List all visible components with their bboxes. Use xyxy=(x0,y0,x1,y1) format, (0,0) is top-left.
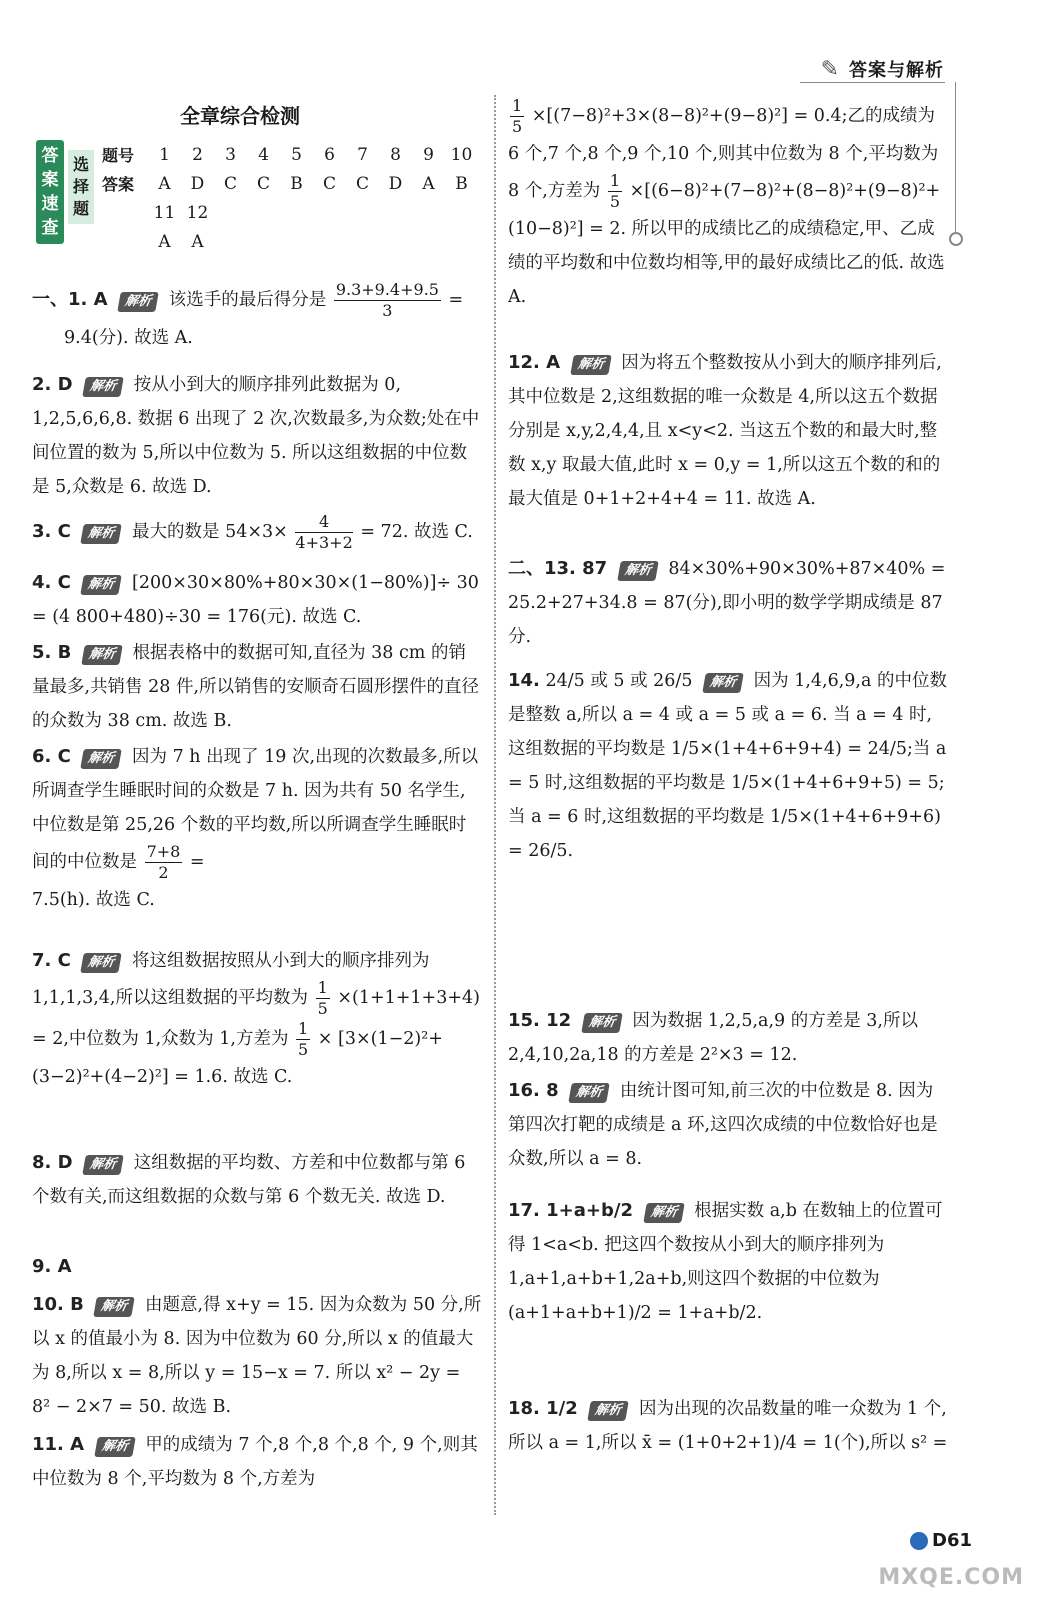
item-text-after: ×(1+1+1+3+4) = 2,中位数为 1,众数为 1,方差为 xyxy=(32,988,480,1049)
table-row-numbers xyxy=(102,140,478,169)
analysis-tag: 解析 xyxy=(81,575,123,595)
item-text: 根据实数 a,b 在数轴上的位置可得 1<a<b. 把这四个数按从小到大的顺序排列为 1,a+1,a+b+1,2a+b,则这四个数据的中位数为 (a+1+a+b+1)/2 = 1+a+b/2. xyxy=(508,1201,943,1323)
item-number: 12. A xyxy=(508,352,561,373)
item-text: 这组数据的平均数、方差和中位数都与第 6 个数有关,而这组数据的众数与第 6 个数无关. 故选 D. xyxy=(32,1153,466,1207)
item-text: 因为将五个整数按从小到大的顺序排列后,其中位数是 2,这组数据的唯一众数是 4,所以这五个数据分别是 x,y,2,4,4,且 x<y<2. 当这五个数的和最大时,整数 x,y 取最大值,此时 x = 0,y = 1,所以这五个数的和的最大值是 0+1+2+4+4 = 11. 故选 A. xyxy=(508,353,942,509)
answer-item-16 xyxy=(508,1074,948,1176)
table-row-answers-2 xyxy=(102,227,478,256)
quick-answer-table xyxy=(102,140,478,256)
item-number: 17. 1+a+b/2 xyxy=(508,1200,633,1221)
fraction: $\frac{1}{5}$ xyxy=(298,1019,309,1059)
row-label: 题号 xyxy=(102,146,135,165)
analysis-tag: 解析 xyxy=(617,561,659,581)
item-text: 因为数据 1,2,5,a,9 的方差是 3,所以 2,4,10,2a,18 的方差是 2²×3 = 12. xyxy=(508,1011,918,1065)
table-cell: B xyxy=(290,173,303,194)
table-cell: 12 xyxy=(186,202,209,223)
table-row-numbers-2 xyxy=(102,198,478,227)
item-answer: 24/5 或 5 或 26/5 xyxy=(545,671,693,691)
fraction: $\frac{9.3+9.4+9.5}{3}$ xyxy=(335,280,439,320)
analysis-tag: 解析 xyxy=(588,1401,630,1421)
item-text: [200×30×80%+80×30×(1−80%)]÷ 30 = (4 800+480)÷30 = 176(元). 故选 C. xyxy=(32,573,479,627)
answer-item-15 xyxy=(508,1004,948,1072)
column-divider xyxy=(494,95,496,1515)
table-cell: 10 xyxy=(450,144,473,165)
table-cell: C xyxy=(355,173,369,194)
item-text-after: = 72. 故选 C. xyxy=(360,522,473,542)
item-number: 5. B xyxy=(32,642,72,663)
item-number: 6. C xyxy=(32,746,71,767)
answer-item-7 xyxy=(32,944,482,1094)
table-cell: 2 xyxy=(192,144,203,165)
table-cell: A xyxy=(422,173,435,194)
item-number: 15. 12 xyxy=(508,1010,572,1031)
quick-answer-label: 答案速查 xyxy=(36,140,64,244)
answer-item-11-cont xyxy=(508,96,948,314)
table-cell: 8 xyxy=(390,144,401,165)
item-number: 9. A xyxy=(32,1256,72,1277)
table-cell: 1 xyxy=(159,144,170,165)
item-number: 3. C xyxy=(32,521,71,542)
watermark: MXQE.COM xyxy=(878,1565,1024,1590)
answer-item-13 xyxy=(508,552,948,654)
item-number: 4. C xyxy=(32,572,71,593)
choice-question-label: 选择题 xyxy=(68,150,94,224)
analysis-tag: 解析 xyxy=(94,1437,136,1457)
fraction: $\frac{1}{5}$ xyxy=(512,96,523,136)
item-number: 一、1. A xyxy=(32,289,108,310)
analysis-tag: 解析 xyxy=(82,377,124,397)
row-label: 答案 xyxy=(102,175,135,194)
item-text-after: = xyxy=(448,290,464,310)
table-cell: C xyxy=(223,173,237,194)
table-cell: 11 xyxy=(153,202,176,223)
header-decoration-icon: ✎ xyxy=(820,56,839,82)
header-rule xyxy=(800,82,945,83)
item-number: 二、13. 87 xyxy=(508,558,608,579)
analysis-tag: 解析 xyxy=(570,355,612,375)
item-text-cont: 9.4(分). 故选 A. xyxy=(64,328,193,348)
table-cell: B xyxy=(455,173,468,194)
table-cell: 6 xyxy=(324,144,335,165)
item-number: 10. B xyxy=(32,1294,84,1315)
item-number: 16. 8 xyxy=(508,1080,559,1101)
table-cell: 9 xyxy=(423,144,434,165)
table-cell: A xyxy=(158,231,171,252)
fraction: $\frac{7+8}{2}$ xyxy=(146,842,181,882)
answer-item-8 xyxy=(32,1146,482,1214)
fraction: $\frac{1}{5}$ xyxy=(317,978,328,1018)
item-text: 甲的成绩为 7 个,8 个,8 个,8 个, 9 个,则其中位数为 8 个,平均数为 8 个,方差为 xyxy=(32,1435,478,1489)
item-text: ×[(7−8)²+3×(8−8)²+(9−8)²] = 0.4;乙的成绩为 6 个,7 个,8 个,9 个,10 个,则其中位数为 8 个,平均数为 8 个,方差为 xyxy=(508,106,939,201)
answer-item-6 xyxy=(32,740,482,917)
item-number: 18. 1/2 xyxy=(508,1398,578,1419)
item-text-after-2: × [3×(1−2)²+(3−2)²+(4−2)²] = 1.6. 故选 C. xyxy=(32,1029,443,1087)
table-cell: 7 xyxy=(357,144,368,165)
analysis-tag: 解析 xyxy=(643,1203,685,1223)
table-row-answers xyxy=(102,169,478,198)
table-cell: C xyxy=(322,173,336,194)
analysis-tag: 解析 xyxy=(117,292,159,312)
table-cell: D xyxy=(388,173,403,194)
item-text: 由统计图可知,前三次的中位数是 8. 因为第四次打靶的成绩是 a 环,这四次成绩的中位数恰好也是众数,所以 a = 8. xyxy=(508,1081,938,1169)
answer-item-18 xyxy=(508,1392,948,1460)
side-knob-icon xyxy=(949,232,963,246)
table-cell: 3 xyxy=(225,144,236,165)
item-text: 按从小到大的顺序排列此数据为 0, 1,2,5,6,6,8. 数据 6 出现了 2 次,次数最多,为众数;处在中间位置的数为 5,所以中位数为 5. 所以这组数据的中位数是 5,众数是 6. 故选 D. xyxy=(32,375,480,497)
item-text: 因为出现的次品数量的唯一众数为 1 个,所以 a = 1,所以 x̄ = (1+0+2+1)/4 = 1(个),所以 s² = xyxy=(508,1399,948,1453)
answer-item-3 xyxy=(32,512,482,553)
item-text-after: = xyxy=(189,852,205,872)
answer-item-17 xyxy=(508,1194,948,1330)
answer-item-2 xyxy=(32,368,482,504)
item-text: 将这组数据按照从小到大的顺序排列为 1,1,1,3,4,所以这组数据的平均数为 xyxy=(32,951,430,1008)
table-cell: A xyxy=(191,231,204,252)
analysis-tag: 解析 xyxy=(702,673,744,693)
answer-item-1 xyxy=(32,280,482,355)
item-number: 2. D xyxy=(32,374,73,395)
item-number: 7. C xyxy=(32,950,71,971)
section-title: 全章综合检测 xyxy=(180,104,300,128)
table-cell: 5 xyxy=(291,144,302,165)
side-rule xyxy=(955,82,956,232)
analysis-tag: 解析 xyxy=(81,524,123,544)
page-number-label: D61 xyxy=(932,1530,972,1551)
item-text-cont: 7.5(h). 故选 C. xyxy=(32,890,155,910)
answer-item-4 xyxy=(32,566,482,634)
analysis-tag: 解析 xyxy=(81,645,123,665)
fraction: $\frac{1}{5}$ xyxy=(609,171,621,211)
item-text: 由题意,得 x+y = 15. 因为众数为 50 分,所以 x 的值最小为 8. 因为中位数为 60 分,所以 x 的值最大为 8,所以 x = 8,所以 y = 15−x = 7. 所以 x² − 2y = 8² − 2×7 = 50. 故选 B. xyxy=(32,1295,482,1417)
item-text: 因为 1,4,6,9,a 的中位数是整数 a,所以 a = 4 或 a = 5 或 a = 6. 当 a = 4 时,这组数据的平均数是 1/5×(1+4+6+9+4) = 24/5;当 a = 5 时,这组数据的平均数是 1/5×(1+4+6+9+5) = 5;当 a = 6 时,这组数据的平均数是 1/5×(1+4+6+9+6) = 26/5. xyxy=(508,671,947,861)
analysis-tag: 解析 xyxy=(94,1297,136,1317)
item-text: 该选手的最后得分是 xyxy=(168,290,327,310)
page-header xyxy=(821,56,944,82)
table-cell: C xyxy=(256,173,270,194)
item-number: 14. xyxy=(508,670,540,691)
item-number: 8. D xyxy=(32,1152,73,1173)
analysis-tag: 解析 xyxy=(581,1013,623,1033)
item-text: 最大的数是 54×3× xyxy=(132,522,288,542)
item-number: 11. A xyxy=(32,1434,85,1455)
item-text: 84×30%+90×30%+87×40% = 25.2+27+34.8 = 87(分),即小明的数学学期成绩是 87 分. xyxy=(508,559,946,647)
answer-item-5 xyxy=(32,636,482,738)
analysis-tag: 解析 xyxy=(81,953,123,973)
table-cell: 4 xyxy=(258,144,269,165)
analysis-tag: 解析 xyxy=(569,1083,611,1103)
table-cell: A xyxy=(158,173,171,194)
item-text: 因为 7 h 出现了 19 次,出现的次数最多,所以所调查学生睡眠时间的众数是 7 h. 因为共有 50 名学生,中位数是第 25,26 个数的平均数,所以所调查学生睡眠时间的中位数是 xyxy=(32,747,479,872)
answer-item-9 xyxy=(32,1250,482,1284)
table-cell: D xyxy=(190,173,205,194)
answer-item-14 xyxy=(508,664,948,868)
answer-item-12 xyxy=(508,346,948,516)
answer-item-11 xyxy=(32,1428,482,1496)
page-number xyxy=(910,1530,972,1551)
item-text: 根据表格中的数据可知,直径为 38 cm 的销量最多,共销售 28 件,所以销售的安顺奇石圆形摆件的直径的众数为 38 cm. 故选 B. xyxy=(32,643,480,731)
fraction: $\frac{4}{4+3+2}$ xyxy=(295,512,353,552)
header-title: 答案与解析 xyxy=(849,60,944,81)
page-dot-icon xyxy=(910,1532,928,1550)
answer-item-10 xyxy=(32,1288,482,1424)
analysis-tag: 解析 xyxy=(81,749,123,769)
item-text-after-2: ×[(6−8)²+(7−8)²+(8−8)²+(9−8)²+(10−8)²] = 2. 所以甲的成绩比乙的成绩稳定,甲、乙成绩的平均数和中位数均相等,甲的最好成绩比乙的低. 故选 A. xyxy=(508,181,945,307)
analysis-tag: 解析 xyxy=(82,1155,124,1175)
